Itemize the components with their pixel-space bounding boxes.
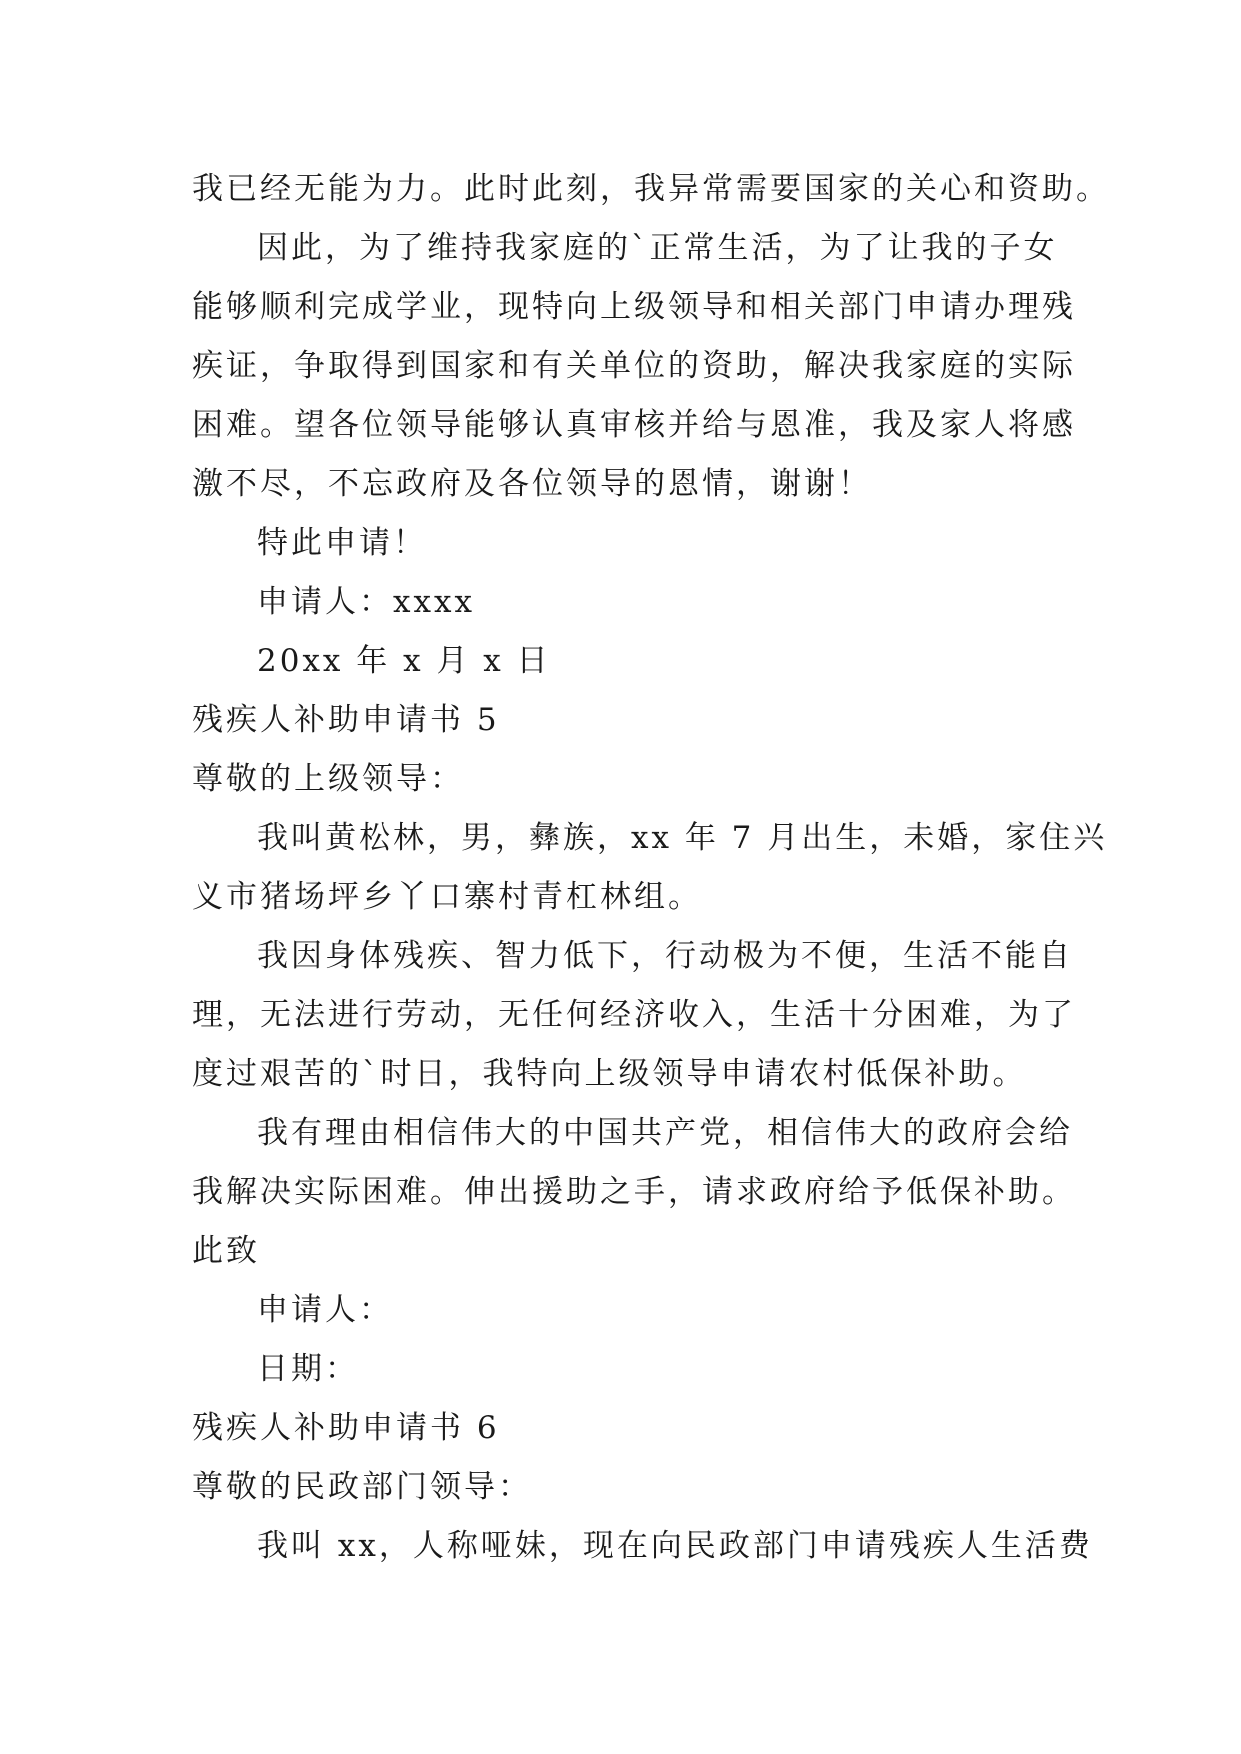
text-line: 度过艰苦的`时日，我特向上级领导申请农村低保补助。 bbox=[192, 1056, 1027, 1092]
text-line: 疾证，争取得到国家和有关单位的资助，解决我家庭的实际 bbox=[192, 348, 1076, 384]
text-line: 我有理由相信伟大的中国共产党，相信伟大的政府会给 bbox=[257, 1115, 1073, 1151]
text-line: 激不尽，不忘政府及各位领导的恩情，谢谢！ bbox=[192, 466, 872, 502]
date-line: 20xx 年 x 月 x 日 bbox=[257, 643, 551, 679]
applicant-line: 申请人： bbox=[257, 1292, 393, 1328]
text-line: 我解决实际困难。伸出援助之手，请求政府给予低保补助。 bbox=[192, 1174, 1076, 1210]
salutation: 尊敬的上级领导： bbox=[192, 761, 464, 797]
text-line: 义市猪场坪乡丫口寨村青杠林组。 bbox=[192, 879, 702, 915]
document-body bbox=[192, 160, 1110, 1576]
text-line: 我叫黄松林，男，彝族，xx 年 7 月出生，未婚，家住兴 bbox=[257, 820, 1108, 856]
date-line: 日期： bbox=[257, 1351, 359, 1387]
text-line: 我已经无能为力。此时此刻，我异常需要国家的关心和资助。 bbox=[192, 171, 1110, 207]
text-line: 我叫 xx，人称哑妹，现在向民政部门申请残疾人生活费 bbox=[257, 1528, 1093, 1564]
text-line: 理，无法进行劳动，无任何经济收入，生活十分困难，为了 bbox=[192, 997, 1076, 1033]
section-heading: 残疾人补助申请书 6 bbox=[192, 1410, 500, 1446]
text-line: 因此，为了维持我家庭的`正常生活，为了让我的子女 bbox=[257, 230, 1058, 266]
text-line: 能够顺利完成学业，现特向上级领导和相关部门申请办理残 bbox=[192, 289, 1076, 325]
text-line: 困难。望各位领导能够认真审核并给与恩准，我及家人将感 bbox=[192, 407, 1076, 443]
closing-line: 此致 bbox=[192, 1233, 260, 1269]
text-line: 我因身体残疾、智力低下，行动极为不便，生活不能自 bbox=[257, 938, 1073, 974]
closing-line: 特此申请！ bbox=[257, 525, 427, 561]
salutation: 尊敬的民政部门领导： bbox=[192, 1469, 532, 1505]
section-heading: 残疾人补助申请书 5 bbox=[192, 702, 500, 738]
applicant-line: 申请人：xxxx bbox=[257, 584, 475, 620]
